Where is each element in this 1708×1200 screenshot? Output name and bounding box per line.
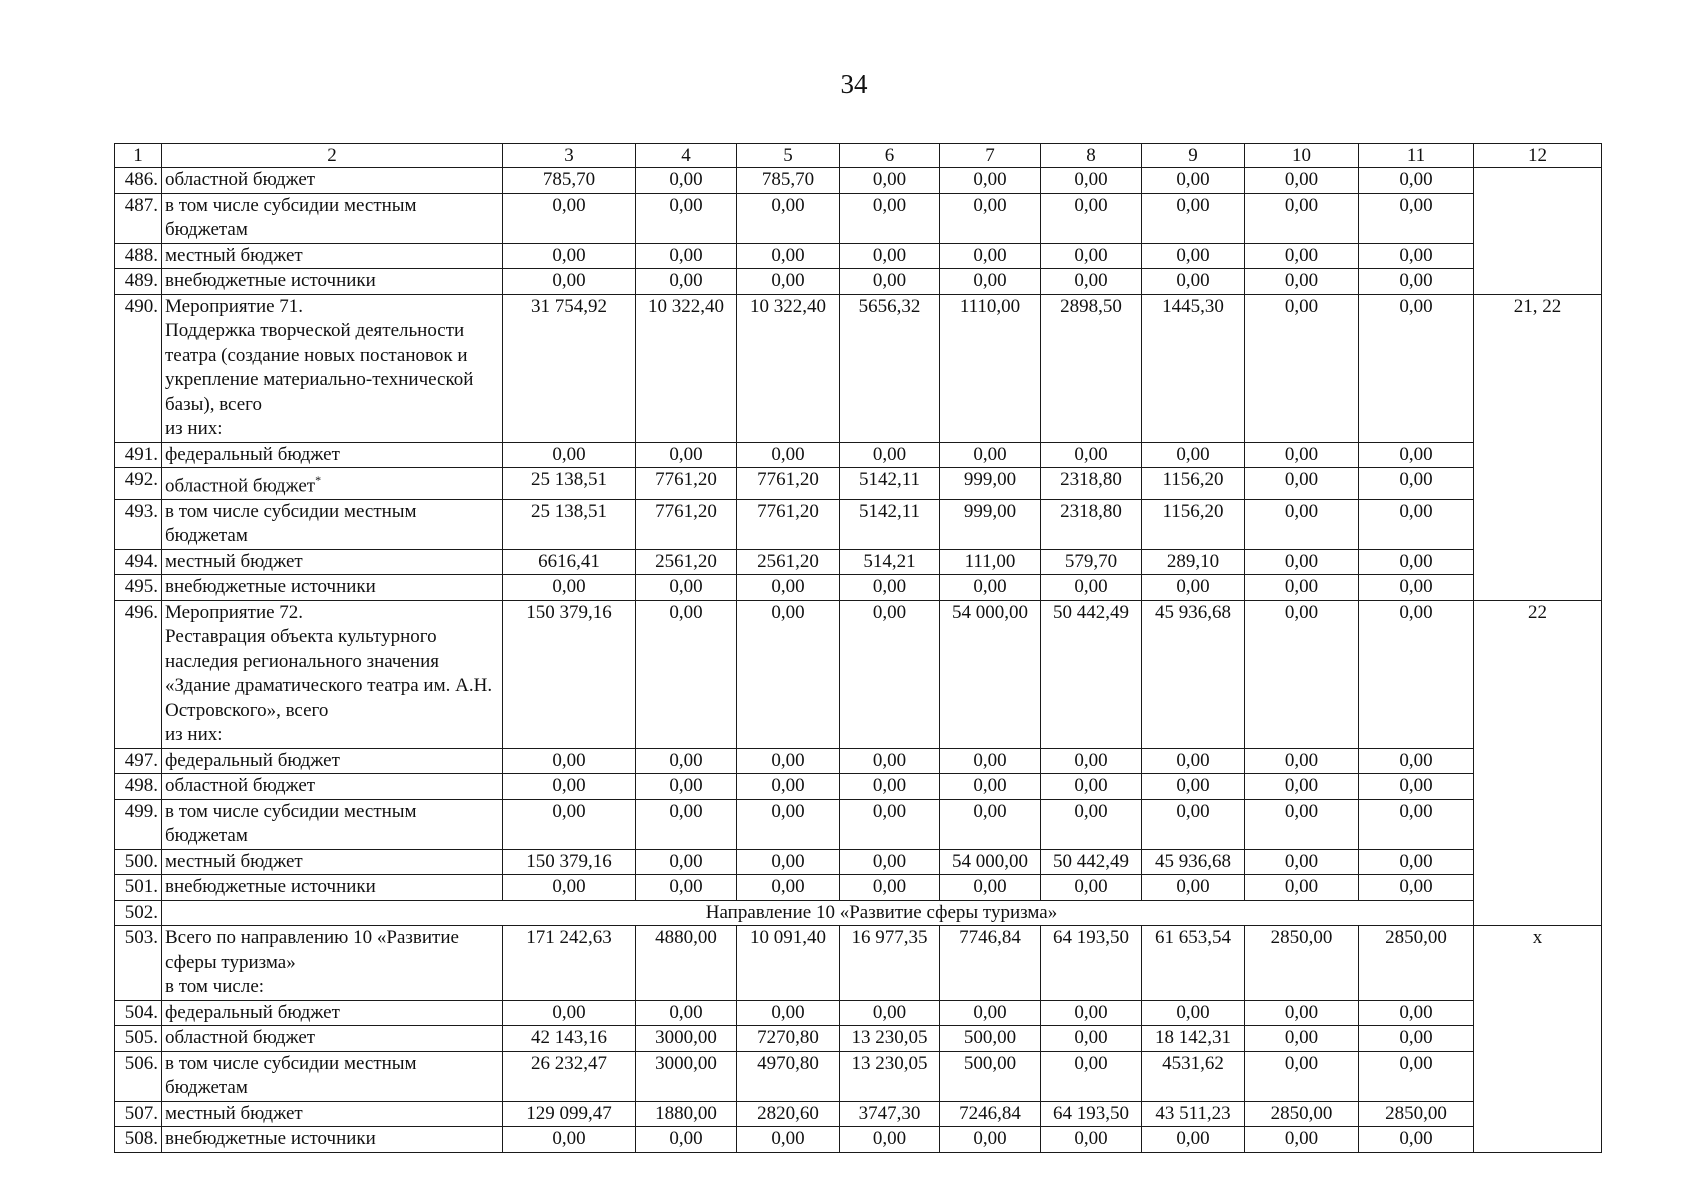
value-cell: 2850,00 [1245,926,1359,1001]
value-cell: 54 000,00 [940,600,1041,748]
value-cell: 0,00 [1245,468,1359,500]
value-cell: 0,00 [737,875,840,901]
row-number: 506. [115,1051,162,1101]
value-cell: 0,00 [503,575,636,601]
row-label: местный бюджет [162,849,503,875]
table-row [115,849,1602,875]
budget-table [114,143,1602,1153]
table-row [115,1000,1602,1026]
value-cell: 0,00 [1041,875,1142,901]
value-cell: 13 230,05 [840,1051,940,1101]
row-label: местный бюджет [162,549,503,575]
value-cell: 3747,30 [840,1101,940,1127]
value-cell: 0,00 [840,1127,940,1153]
row-number: 487. [115,193,162,243]
value-cell: 0,00 [840,168,940,194]
value-cell: 0,00 [1359,243,1474,269]
row-label: федеральный бюджет [162,748,503,774]
value-cell: 0,00 [503,243,636,269]
value-cell: 0,00 [840,243,940,269]
row-number: 500. [115,849,162,875]
table-row [115,243,1602,269]
value-cell: 0,00 [737,442,840,468]
value-cell: 0,00 [1142,774,1245,800]
row-label: областной бюджет* [162,468,503,500]
row-label: в том числе субсидии местным бюджетам [162,499,503,549]
value-cell: 0,00 [636,442,737,468]
value-cell: 0,00 [940,1127,1041,1153]
value-cell: 579,70 [1041,549,1142,575]
value-cell: 3000,00 [636,1026,737,1052]
value-cell: 0,00 [737,849,840,875]
table-row [115,1127,1602,1153]
value-cell: 0,00 [1142,875,1245,901]
value-cell: 0,00 [1245,193,1359,243]
value-cell: 2318,80 [1041,499,1142,549]
row-number: 488. [115,243,162,269]
value-cell: 0,00 [1245,799,1359,849]
value-cell: 7761,20 [636,468,737,500]
value-cell: 0,00 [1245,269,1359,295]
table-row [115,168,1602,194]
value-cell: 7761,20 [636,499,737,549]
table-row [115,1101,1602,1127]
row-label: местный бюджет [162,1101,503,1127]
table-row [115,468,1602,500]
value-cell: 0,00 [1041,168,1142,194]
value-cell: 0,00 [503,269,636,295]
row-label: в том числе субсидии местным бюджетам [162,1051,503,1101]
value-cell: 0,00 [503,1127,636,1153]
value-cell: 61 653,54 [1142,926,1245,1001]
table-row [115,499,1602,549]
value-cell: 50 442,49 [1041,600,1142,748]
row-label: областной бюджет [162,1026,503,1052]
column-number: 3 [503,144,636,168]
value-cell: 0,00 [1245,748,1359,774]
value-cell: 0,00 [636,1127,737,1153]
value-cell: 0,00 [1041,193,1142,243]
column-number: 8 [1041,144,1142,168]
value-cell: 0,00 [1245,774,1359,800]
value-cell: 0,00 [1041,269,1142,295]
value-cell: 2850,00 [1359,926,1474,1001]
value-cell: 111,00 [940,549,1041,575]
value-cell: 10 322,40 [636,294,737,442]
value-cell: 0,00 [1041,799,1142,849]
value-cell: 785,70 [737,168,840,194]
value-cell: 2561,20 [636,549,737,575]
value-cell: 31 754,92 [503,294,636,442]
value-cell: 0,00 [840,269,940,295]
row-label: внебюджетные источники [162,875,503,901]
column-number: 2 [162,144,503,168]
value-cell: 0,00 [1245,575,1359,601]
table-row [115,269,1602,295]
value-cell: 10 322,40 [737,294,840,442]
value-cell: 0,00 [1142,748,1245,774]
value-cell: 0,00 [840,774,940,800]
value-cell: 0,00 [940,243,1041,269]
value-cell: 0,00 [840,442,940,468]
value-cell: 0,00 [1359,875,1474,901]
row-number: 502. [115,900,162,926]
row-label: в том числе субсидии местным бюджетам [162,193,503,243]
value-cell: 0,00 [840,575,940,601]
row-number: 498. [115,774,162,800]
value-cell: 0,00 [940,748,1041,774]
value-cell: 0,00 [636,799,737,849]
value-cell: 5142,11 [840,499,940,549]
row-number: 493. [115,499,162,549]
table-row [115,875,1602,901]
column-number: 7 [940,144,1041,168]
value-cell: 0,00 [1359,442,1474,468]
table-row [115,442,1602,468]
value-cell: 0,00 [636,1000,737,1026]
column-number: 12 [1474,144,1602,168]
value-cell: 0,00 [840,849,940,875]
value-cell: 0,00 [1359,1127,1474,1153]
value-cell: 26 232,47 [503,1051,636,1101]
row-label: Мероприятие 71. Поддержка творческой деятельности театра (создание новых постановок и укрепление материально-технической базы), всего из них: [162,294,503,442]
value-cell: 0,00 [940,168,1041,194]
value-cell: 0,00 [1245,1000,1359,1026]
row-number: 496. [115,600,162,748]
value-cell: 0,00 [1245,168,1359,194]
value-cell: 0,00 [840,193,940,243]
value-cell: 10 091,40 [737,926,840,1001]
table-row [115,748,1602,774]
row-label: областной бюджет [162,774,503,800]
value-cell: 0,00 [636,193,737,243]
value-cell: 5142,11 [840,468,940,500]
value-cell: 43 511,23 [1142,1101,1245,1127]
value-cell: 0,00 [1245,849,1359,875]
value-cell: 0,00 [503,774,636,800]
table-row [115,600,1602,748]
value-cell: 0,00 [1142,1127,1245,1153]
value-cell: 0,00 [1359,549,1474,575]
table-row [115,1051,1602,1101]
value-cell: 0,00 [503,748,636,774]
value-cell: 1445,30 [1142,294,1245,442]
value-cell: 0,00 [1359,600,1474,748]
row-number: 494. [115,549,162,575]
value-cell: 0,00 [840,875,940,901]
value-cell: 0,00 [1142,168,1245,194]
column-number: 11 [1359,144,1474,168]
value-cell: 2898,50 [1041,294,1142,442]
value-cell: 0,00 [737,193,840,243]
row-number: 507. [115,1101,162,1127]
value-cell: 5656,32 [840,294,940,442]
value-cell: 500,00 [940,1051,1041,1101]
table-row [115,549,1602,575]
value-cell: 0,00 [503,875,636,901]
column-number: 6 [840,144,940,168]
value-cell: 0,00 [1245,600,1359,748]
value-cell: 0,00 [1359,168,1474,194]
value-cell: 0,00 [1041,243,1142,269]
page-number: 34 [840,69,868,99]
value-cell: 0,00 [1041,1127,1142,1153]
row-label: внебюджетные источники [162,575,503,601]
row-number: 492. [115,468,162,500]
value-cell: 0,00 [1359,799,1474,849]
value-cell: 42 143,16 [503,1026,636,1052]
row-label: Мероприятие 72. Реставрация объекта культурного наследия регионального значения «Здание драматического театра им. А.Н. Островского», всего из них: [162,600,503,748]
value-cell: 7761,20 [737,468,840,500]
value-cell: 150 379,16 [503,849,636,875]
table-body [115,144,1602,1153]
value-cell: 0,00 [1359,193,1474,243]
value-cell: 0,00 [1142,243,1245,269]
value-cell: 0,00 [737,1127,840,1153]
table-row [115,1026,1602,1052]
value-cell: 0,00 [636,168,737,194]
value-cell: 0,00 [1359,774,1474,800]
value-cell: 150 379,16 [503,600,636,748]
value-cell: 0,00 [636,269,737,295]
row-number: 499. [115,799,162,849]
value-cell: 45 936,68 [1142,600,1245,748]
column-number: 4 [636,144,737,168]
value-cell: 0,00 [940,442,1041,468]
value-cell: 0,00 [636,774,737,800]
row-label: федеральный бюджет [162,1000,503,1026]
value-cell: 0,00 [503,1000,636,1026]
value-cell: 6616,41 [503,549,636,575]
value-cell: 0,00 [636,748,737,774]
value-cell: 0,00 [1359,294,1474,442]
value-cell: 500,00 [940,1026,1041,1052]
value-cell: 0,00 [1245,875,1359,901]
section-title: Направление 10 «Развитие сферы туризма» [162,900,1602,926]
value-cell: 0,00 [940,269,1041,295]
value-cell: 0,00 [1041,442,1142,468]
table-row [115,774,1602,800]
column-number-row [115,144,1602,168]
value-cell: 0,00 [503,442,636,468]
column-number: 10 [1245,144,1359,168]
value-cell: 3000,00 [636,1051,737,1101]
value-cell: 0,00 [1359,1051,1474,1101]
value-cell: 785,70 [503,168,636,194]
row-label: в том числе субсидии местным бюджетам [162,799,503,849]
row-label: внебюджетные источники [162,269,503,295]
row-label: внебюджетные источники [162,1127,503,1153]
row-label: Всего по направлению 10 «Развитие сферы туризма» в том числе: [162,926,503,1001]
value-cell: 1880,00 [636,1101,737,1127]
value-cell: 0,00 [737,575,840,601]
value-cell: 0,00 [940,774,1041,800]
value-cell: 0,00 [940,575,1041,601]
value-cell: 4970,80 [737,1051,840,1101]
value-cell: 2318,80 [1041,468,1142,500]
value-cell: 0,00 [1041,748,1142,774]
reference-cell: 21, 22 [1474,294,1602,600]
row-number: 491. [115,442,162,468]
value-cell: 0,00 [636,849,737,875]
value-cell: 0,00 [940,193,1041,243]
value-cell: 0,00 [1142,442,1245,468]
value-cell: 0,00 [636,600,737,748]
value-cell: 0,00 [503,193,636,243]
value-cell: 0,00 [1041,1051,1142,1101]
value-cell: 0,00 [1359,269,1474,295]
value-cell: 0,00 [1245,1127,1359,1153]
value-cell: 0,00 [1359,1000,1474,1026]
value-cell: 0,00 [940,799,1041,849]
value-cell: 25 138,51 [503,468,636,500]
value-cell: 25 138,51 [503,499,636,549]
value-cell: 2820,60 [737,1101,840,1127]
value-cell: 0,00 [940,875,1041,901]
value-cell: 4880,00 [636,926,737,1001]
value-cell: 0,00 [737,269,840,295]
value-cell: 0,00 [1142,575,1245,601]
row-label: федеральный бюджет [162,442,503,468]
value-cell: 1156,20 [1142,499,1245,549]
value-cell: 0,00 [840,600,940,748]
value-cell: 0,00 [1359,748,1474,774]
value-cell: 0,00 [737,774,840,800]
row-number: 486. [115,168,162,194]
value-cell: 514,21 [840,549,940,575]
value-cell: 0,00 [1142,269,1245,295]
value-cell: 2561,20 [737,549,840,575]
value-cell: 45 936,68 [1142,849,1245,875]
value-cell: 64 193,50 [1041,926,1142,1001]
value-cell: 0,00 [1245,243,1359,269]
row-number: 508. [115,1127,162,1153]
value-cell: 0,00 [1245,442,1359,468]
value-cell: 7270,80 [737,1026,840,1052]
value-cell: 129 099,47 [503,1101,636,1127]
value-cell: 0,00 [1359,468,1474,500]
value-cell: 0,00 [636,243,737,269]
reference-cell: x [1474,926,1602,1153]
row-number: 495. [115,575,162,601]
row-label: местный бюджет [162,243,503,269]
reference-cell [1474,168,1602,295]
reference-cell: 22 [1474,600,1602,926]
value-cell: 0,00 [1041,774,1142,800]
value-cell: 0,00 [737,1000,840,1026]
value-cell: 0,00 [636,875,737,901]
value-cell: 1110,00 [940,294,1041,442]
row-number: 490. [115,294,162,442]
value-cell: 4531,62 [1142,1051,1245,1101]
value-cell: 171 242,63 [503,926,636,1001]
value-cell: 7246,84 [940,1101,1041,1127]
value-cell: 0,00 [840,799,940,849]
value-cell: 0,00 [1041,575,1142,601]
table-row [115,799,1602,849]
value-cell: 0,00 [1142,799,1245,849]
value-cell: 0,00 [737,799,840,849]
value-cell: 0,00 [636,575,737,601]
value-cell: 54 000,00 [940,849,1041,875]
value-cell: 0,00 [1142,193,1245,243]
value-cell: 0,00 [1245,549,1359,575]
value-cell: 7746,84 [940,926,1041,1001]
value-cell: 1156,20 [1142,468,1245,500]
value-cell: 50 442,49 [1041,849,1142,875]
value-cell: 16 977,35 [840,926,940,1001]
value-cell: 13 230,05 [840,1026,940,1052]
value-cell: 999,00 [940,499,1041,549]
row-number: 503. [115,926,162,1001]
value-cell: 0,00 [1245,294,1359,442]
value-cell: 2850,00 [1245,1101,1359,1127]
value-cell: 999,00 [940,468,1041,500]
row-number: 489. [115,269,162,295]
value-cell: 0,00 [840,748,940,774]
table-row [115,294,1602,442]
value-cell: 0,00 [1359,1026,1474,1052]
column-number: 5 [737,144,840,168]
value-cell: 7761,20 [737,499,840,549]
value-cell: 0,00 [940,1000,1041,1026]
value-cell: 0,00 [1245,1051,1359,1101]
value-cell: 0,00 [1359,499,1474,549]
row-label: областной бюджет [162,168,503,194]
value-cell: 0,00 [737,748,840,774]
row-number: 504. [115,1000,162,1026]
value-cell: 2850,00 [1359,1101,1474,1127]
column-number: 9 [1142,144,1245,168]
value-cell: 18 142,31 [1142,1026,1245,1052]
section-row [115,900,1602,926]
table-row [115,193,1602,243]
value-cell: 0,00 [1359,575,1474,601]
value-cell: 0,00 [1142,1000,1245,1026]
table-row [115,926,1602,1001]
value-cell: 0,00 [1041,1000,1142,1026]
value-cell: 0,00 [1245,499,1359,549]
value-cell: 0,00 [1245,1026,1359,1052]
row-number: 501. [115,875,162,901]
value-cell: 0,00 [737,600,840,748]
row-number: 505. [115,1026,162,1052]
value-cell: 0,00 [503,799,636,849]
table-row [115,575,1602,601]
value-cell: 64 193,50 [1041,1101,1142,1127]
value-cell: 0,00 [737,243,840,269]
value-cell: 0,00 [1359,849,1474,875]
value-cell: 289,10 [1142,549,1245,575]
row-number: 497. [115,748,162,774]
value-cell: 0,00 [840,1000,940,1026]
value-cell: 0,00 [1041,1026,1142,1052]
column-number: 1 [115,144,162,168]
